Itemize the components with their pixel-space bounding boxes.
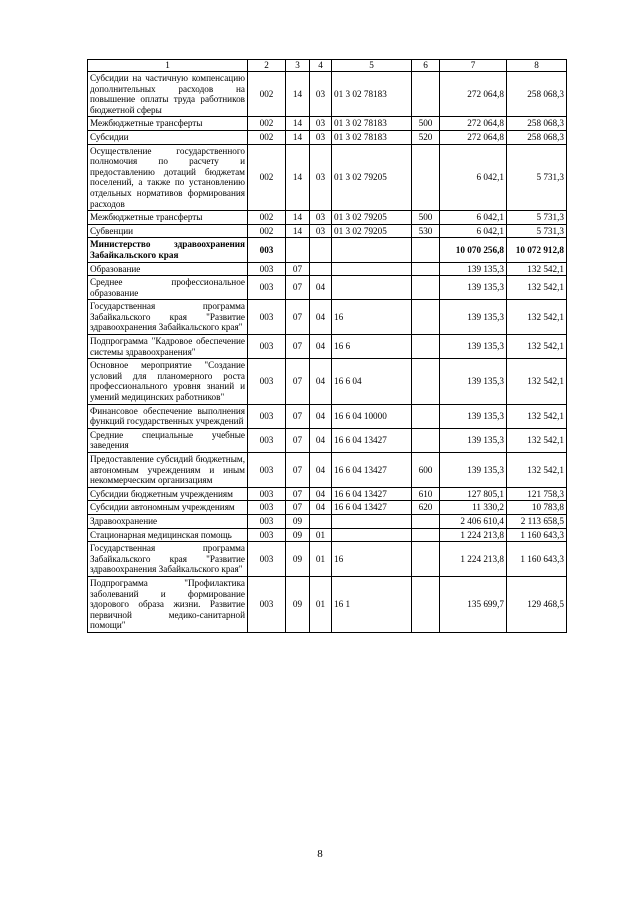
row-c7-cell: 272 064,8 bbox=[440, 130, 507, 144]
row-c7-cell: 272 064,8 bbox=[440, 72, 507, 117]
row-c6-cell bbox=[412, 528, 440, 542]
table-row bbox=[88, 514, 567, 528]
row-c7-cell: 10 070 256,8 bbox=[440, 238, 507, 262]
row-c7-cell: 139 135,3 bbox=[440, 428, 507, 452]
row-name-cell: Среднее профессиональное образование bbox=[88, 276, 248, 300]
row-c3-cell: 07 bbox=[286, 453, 310, 488]
table-row bbox=[88, 224, 567, 238]
row-c3-cell: 07 bbox=[286, 404, 310, 428]
row-c6-cell: 620 bbox=[412, 501, 440, 515]
row-c6-cell: 520 bbox=[412, 130, 440, 144]
row-c7-cell: 139 135,3 bbox=[440, 276, 507, 300]
row-c2-cell: 003 bbox=[248, 528, 286, 542]
row-name-cell: Министерство здравоохранения Забайкальского края bbox=[88, 238, 248, 262]
table-row bbox=[88, 453, 567, 488]
row-c4-cell: 03 bbox=[310, 144, 332, 211]
table-row bbox=[88, 300, 567, 335]
row-c3-cell bbox=[286, 238, 310, 262]
row-c4-cell: 04 bbox=[310, 276, 332, 300]
row-name-cell: Государственная программа Забайкальского края "Развитие здравоохранения Забайкальского края" bbox=[88, 542, 248, 577]
row-c5-cell: 16 6 04 10000 bbox=[332, 404, 412, 428]
row-c6-cell bbox=[412, 335, 440, 359]
row-c4-cell: 03 bbox=[310, 72, 332, 117]
row-c2-cell: 003 bbox=[248, 404, 286, 428]
row-c2-cell: 003 bbox=[248, 576, 286, 632]
row-c7-cell: 6 042,1 bbox=[440, 211, 507, 225]
row-c6-cell: 530 bbox=[412, 224, 440, 238]
row-c8-cell: 132 542,1 bbox=[507, 335, 567, 359]
row-name-cell: Образование bbox=[88, 262, 248, 276]
row-c7-cell: 139 135,3 bbox=[440, 335, 507, 359]
row-c7-cell: 272 064,8 bbox=[440, 117, 507, 131]
row-name-cell: Средние специальные учебные заведения bbox=[88, 428, 248, 452]
row-name-cell: Субсидии автономным учреждениям bbox=[88, 501, 248, 515]
row-c5-cell bbox=[332, 528, 412, 542]
row-c4-cell: 04 bbox=[310, 487, 332, 501]
row-c4-cell: 03 bbox=[310, 117, 332, 131]
row-c6-cell bbox=[412, 276, 440, 300]
row-c3-cell: 07 bbox=[286, 262, 310, 276]
row-c4-cell bbox=[310, 262, 332, 276]
row-c8-cell: 129 468,5 bbox=[507, 576, 567, 632]
row-c3-cell: 14 bbox=[286, 224, 310, 238]
row-c3-cell: 07 bbox=[286, 359, 310, 404]
row-c5-cell: 01 3 02 78183 bbox=[332, 130, 412, 144]
table-row bbox=[88, 404, 567, 428]
row-c8-cell: 5 731,3 bbox=[507, 211, 567, 225]
row-c8-cell: 10 783,8 bbox=[507, 501, 567, 515]
row-c5-cell: 16 1 bbox=[332, 576, 412, 632]
row-c8-cell: 132 542,1 bbox=[507, 404, 567, 428]
header-cell-6: 6 bbox=[412, 60, 440, 72]
table-row bbox=[88, 501, 567, 515]
row-c3-cell: 09 bbox=[286, 514, 310, 528]
row-c7-cell: 139 135,3 bbox=[440, 262, 507, 276]
budget-table-container bbox=[87, 59, 566, 633]
header-cell-7: 7 bbox=[440, 60, 507, 72]
row-c4-cell: 04 bbox=[310, 453, 332, 488]
row-c5-cell: 01 3 02 79205 bbox=[332, 224, 412, 238]
row-c6-cell: 500 bbox=[412, 211, 440, 225]
row-c6-cell bbox=[412, 300, 440, 335]
row-c7-cell: 139 135,3 bbox=[440, 404, 507, 428]
row-c3-cell: 07 bbox=[286, 276, 310, 300]
row-name-cell: Субвенции bbox=[88, 224, 248, 238]
row-c6-cell bbox=[412, 576, 440, 632]
row-c7-cell: 139 135,3 bbox=[440, 300, 507, 335]
table-row bbox=[88, 276, 567, 300]
row-c4-cell: 04 bbox=[310, 300, 332, 335]
table-row bbox=[88, 211, 567, 225]
row-c4-cell: 04 bbox=[310, 359, 332, 404]
row-c3-cell: 14 bbox=[286, 130, 310, 144]
row-c7-cell: 6 042,1 bbox=[440, 144, 507, 211]
row-c5-cell bbox=[332, 514, 412, 528]
row-name-cell: Подпрограмма "Профилактика заболеваний и формирование здорового образа жизни. Развитие первичной медико-санитарной помощи" bbox=[88, 576, 248, 632]
row-c6-cell bbox=[412, 404, 440, 428]
row-c5-cell: 01 3 02 79205 bbox=[332, 211, 412, 225]
row-c6-cell bbox=[412, 72, 440, 117]
row-c5-cell bbox=[332, 262, 412, 276]
row-c8-cell: 132 542,1 bbox=[507, 262, 567, 276]
row-name-cell: Стационарная медицинская помощь bbox=[88, 528, 248, 542]
row-c5-cell: 16 bbox=[332, 542, 412, 577]
row-c8-cell: 1 160 643,3 bbox=[507, 528, 567, 542]
table-header-row bbox=[88, 60, 567, 72]
row-c4-cell: 04 bbox=[310, 404, 332, 428]
row-c5-cell: 16 bbox=[332, 300, 412, 335]
row-c3-cell: 07 bbox=[286, 428, 310, 452]
row-c8-cell: 258 068,3 bbox=[507, 117, 567, 131]
row-c3-cell: 09 bbox=[286, 528, 310, 542]
header-cell-5: 5 bbox=[332, 60, 412, 72]
table-row bbox=[88, 359, 567, 404]
row-c5-cell: 01 3 02 79205 bbox=[332, 144, 412, 211]
row-c5-cell: 16 6 04 13427 bbox=[332, 453, 412, 488]
row-c7-cell: 139 135,3 bbox=[440, 359, 507, 404]
row-c5-cell: 16 6 04 13427 bbox=[332, 501, 412, 515]
row-c6-cell bbox=[412, 428, 440, 452]
row-name-cell: Основное мероприятие "Создание условий для планомерного роста профессионального уровня знаний и умений медицинских работников" bbox=[88, 359, 248, 404]
row-c8-cell: 2 113 658,5 bbox=[507, 514, 567, 528]
row-c5-cell bbox=[332, 238, 412, 262]
row-c3-cell: 09 bbox=[286, 576, 310, 632]
row-c4-cell: 04 bbox=[310, 501, 332, 515]
row-c7-cell: 1 224 213,8 bbox=[440, 528, 507, 542]
row-c2-cell: 002 bbox=[248, 211, 286, 225]
table-row bbox=[88, 335, 567, 359]
row-c8-cell: 132 542,1 bbox=[507, 359, 567, 404]
row-c3-cell: 14 bbox=[286, 144, 310, 211]
header-cell-2: 2 bbox=[248, 60, 286, 72]
table-row bbox=[88, 576, 567, 632]
header-cell-4: 4 bbox=[310, 60, 332, 72]
row-c8-cell: 132 542,1 bbox=[507, 453, 567, 488]
row-c6-cell bbox=[412, 238, 440, 262]
row-c3-cell: 07 bbox=[286, 335, 310, 359]
row-c8-cell: 1 160 643,3 bbox=[507, 542, 567, 577]
row-c8-cell: 5 731,3 bbox=[507, 144, 567, 211]
row-c2-cell: 003 bbox=[248, 238, 286, 262]
row-name-cell: Субсидии на частичную компенсацию дополнительных расходов на повышение оплаты труда работников бюджетной сферы bbox=[88, 72, 248, 117]
row-c4-cell bbox=[310, 514, 332, 528]
row-c6-cell bbox=[412, 262, 440, 276]
row-c2-cell: 002 bbox=[248, 72, 286, 117]
row-c6-cell: 500 bbox=[412, 117, 440, 131]
row-c3-cell: 07 bbox=[286, 487, 310, 501]
row-c8-cell: 132 542,1 bbox=[507, 276, 567, 300]
row-c3-cell: 14 bbox=[286, 117, 310, 131]
row-c2-cell: 003 bbox=[248, 276, 286, 300]
row-name-cell: Предоставление субсидий бюджетным, автономным учреждениям и иным некоммерческим организациям bbox=[88, 453, 248, 488]
table-row bbox=[88, 117, 567, 131]
page-number: 8 bbox=[317, 848, 323, 860]
row-c5-cell: 16 6 bbox=[332, 335, 412, 359]
row-c5-cell: 16 6 04 bbox=[332, 359, 412, 404]
row-c2-cell: 003 bbox=[248, 514, 286, 528]
row-c3-cell: 07 bbox=[286, 501, 310, 515]
row-c8-cell: 10 072 912,8 bbox=[507, 238, 567, 262]
table-row bbox=[88, 487, 567, 501]
row-c6-cell: 610 bbox=[412, 487, 440, 501]
row-name-cell: Финансовое обеспечение выполнения функций государственных учреждений bbox=[88, 404, 248, 428]
row-c4-cell: 03 bbox=[310, 224, 332, 238]
row-name-cell: Межбюджетные трансферты bbox=[88, 211, 248, 225]
row-c6-cell: 600 bbox=[412, 453, 440, 488]
row-c7-cell: 127 805,1 bbox=[440, 487, 507, 501]
row-c4-cell: 04 bbox=[310, 335, 332, 359]
row-name-cell: Субсидии bbox=[88, 130, 248, 144]
row-c3-cell: 14 bbox=[286, 72, 310, 117]
row-c2-cell: 002 bbox=[248, 117, 286, 131]
row-c4-cell: 01 bbox=[310, 528, 332, 542]
row-c2-cell: 002 bbox=[248, 130, 286, 144]
row-c2-cell: 003 bbox=[248, 335, 286, 359]
row-c4-cell: 01 bbox=[310, 542, 332, 577]
row-c6-cell bbox=[412, 144, 440, 211]
row-c8-cell: 5 731,3 bbox=[507, 224, 567, 238]
row-c8-cell: 121 758,3 bbox=[507, 487, 567, 501]
row-c4-cell: 01 bbox=[310, 576, 332, 632]
row-c7-cell: 11 330,2 bbox=[440, 501, 507, 515]
row-c4-cell: 03 bbox=[310, 130, 332, 144]
row-name-cell: Осуществление государственного полномочия по расчету и предоставлению дотаций бюджетам поселений, а также по установлению отдельных нормативов формирования расходов bbox=[88, 144, 248, 211]
row-c7-cell: 139 135,3 bbox=[440, 453, 507, 488]
row-c5-cell: 01 3 02 78183 bbox=[332, 72, 412, 117]
row-c2-cell: 002 bbox=[248, 224, 286, 238]
table-row bbox=[88, 542, 567, 577]
row-c5-cell bbox=[332, 276, 412, 300]
row-c8-cell: 258 068,3 bbox=[507, 130, 567, 144]
row-c8-cell: 132 542,1 bbox=[507, 300, 567, 335]
row-c2-cell: 003 bbox=[248, 359, 286, 404]
header-cell-3: 3 bbox=[286, 60, 310, 72]
row-c7-cell: 2 406 610,4 bbox=[440, 514, 507, 528]
row-c8-cell: 258 068,3 bbox=[507, 72, 567, 117]
row-c5-cell: 16 6 04 13427 bbox=[332, 487, 412, 501]
row-c7-cell: 1 224 213,8 bbox=[440, 542, 507, 577]
row-c5-cell: 01 3 02 78183 bbox=[332, 117, 412, 131]
row-name-cell: Подпрограмма "Кадровое обеспечение системы здравоохранения" bbox=[88, 335, 248, 359]
row-c3-cell: 07 bbox=[286, 300, 310, 335]
row-c4-cell: 04 bbox=[310, 428, 332, 452]
row-c6-cell bbox=[412, 359, 440, 404]
row-name-cell: Межбюджетные трансферты bbox=[88, 117, 248, 131]
row-name-cell: Здравоохранение bbox=[88, 514, 248, 528]
budget-table bbox=[87, 59, 567, 633]
table-row bbox=[88, 144, 567, 211]
header-cell-1: 1 bbox=[88, 60, 248, 72]
row-name-cell: Субсидии бюджетным учреждениям bbox=[88, 487, 248, 501]
row-c3-cell: 09 bbox=[286, 542, 310, 577]
table-row bbox=[88, 262, 567, 276]
row-c4-cell bbox=[310, 238, 332, 262]
row-c2-cell: 003 bbox=[248, 428, 286, 452]
row-c2-cell: 003 bbox=[248, 262, 286, 276]
table-row bbox=[88, 238, 567, 262]
row-c2-cell: 003 bbox=[248, 453, 286, 488]
table-row bbox=[88, 130, 567, 144]
row-c7-cell: 135 699,7 bbox=[440, 576, 507, 632]
row-name-cell: Государственная программа Забайкальского края "Развитие здравоохранения Забайкальского края" bbox=[88, 300, 248, 335]
row-c2-cell: 003 bbox=[248, 542, 286, 577]
table-row bbox=[88, 428, 567, 452]
row-c4-cell: 03 bbox=[310, 211, 332, 225]
row-c6-cell bbox=[412, 514, 440, 528]
row-c2-cell: 003 bbox=[248, 300, 286, 335]
row-c7-cell: 6 042,1 bbox=[440, 224, 507, 238]
row-c8-cell: 132 542,1 bbox=[507, 428, 567, 452]
row-c2-cell: 003 bbox=[248, 501, 286, 515]
table-row bbox=[88, 528, 567, 542]
header-cell-8: 8 bbox=[507, 60, 567, 72]
table-row bbox=[88, 72, 567, 117]
row-c2-cell: 003 bbox=[248, 487, 286, 501]
row-c6-cell bbox=[412, 542, 440, 577]
row-c5-cell: 16 6 04 13427 bbox=[332, 428, 412, 452]
row-c2-cell: 002 bbox=[248, 144, 286, 211]
row-c3-cell: 14 bbox=[286, 211, 310, 225]
